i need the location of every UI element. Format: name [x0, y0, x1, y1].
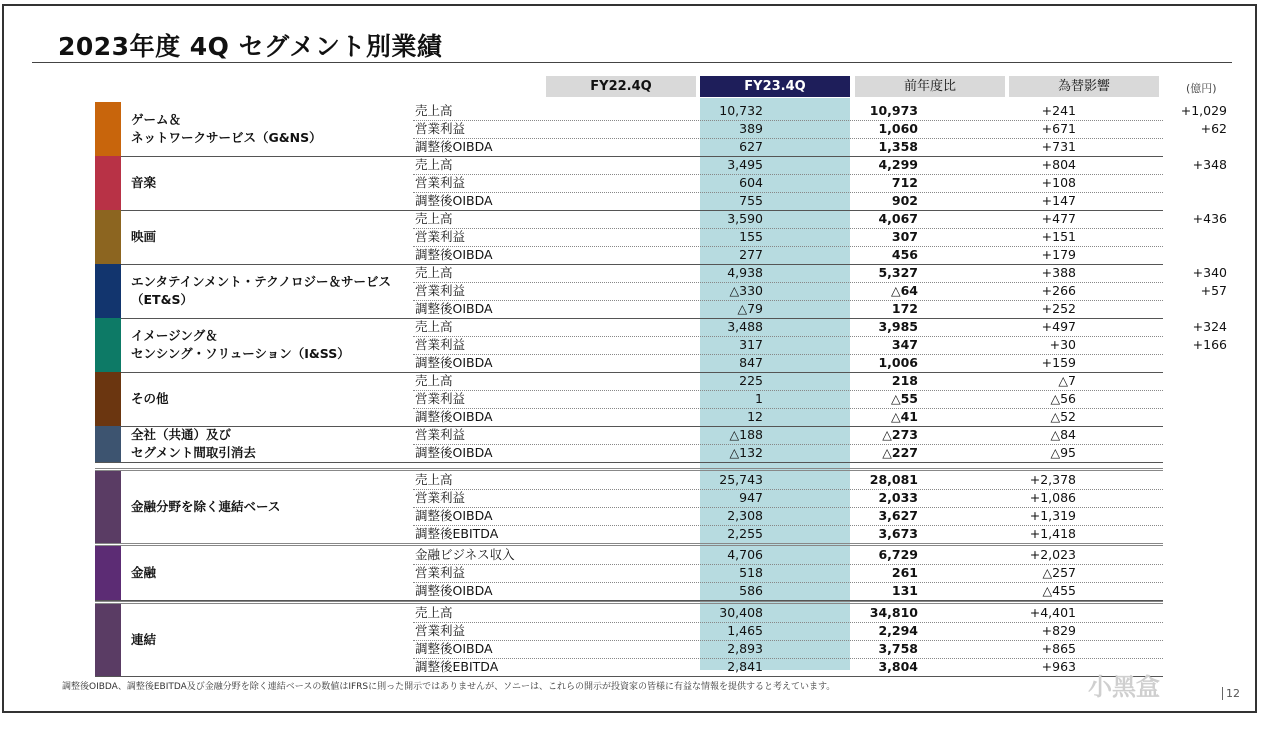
table-row	[413, 390, 1163, 409]
fy23-value: 3,804	[878, 659, 918, 674]
table-row	[413, 489, 1163, 508]
fy23-value: 131	[891, 583, 918, 598]
table-row	[413, 156, 1227, 175]
metric-label: 売上高	[415, 605, 453, 620]
segment-name	[131, 426, 256, 462]
yoy-value: +241	[1041, 103, 1076, 118]
fy23-value: 456	[891, 247, 918, 262]
metric-label: 営業利益	[415, 490, 466, 505]
table-row	[413, 138, 1163, 156]
segment-name-line: 全社（共通）及び	[131, 427, 232, 442]
segment-name-line: 映画	[131, 229, 157, 244]
fy23-value: 34,810	[869, 605, 918, 620]
metric-label: 売上高	[415, 319, 453, 334]
fx-impact-value: +436	[1192, 211, 1227, 226]
fy22-value: 627	[739, 139, 763, 154]
fy22-value: △330	[729, 283, 763, 298]
yoy-value: +252	[1041, 301, 1076, 316]
segment-name	[131, 631, 156, 649]
column-header-fy22: FY22.4Q	[546, 76, 696, 97]
yoy-value: +477	[1041, 211, 1076, 226]
yoy-value: +266	[1041, 283, 1076, 298]
yoy-value: △257	[1042, 565, 1076, 580]
metric-label: 調整後OIBDA	[415, 301, 493, 316]
fy22-value: 10,732	[719, 103, 763, 118]
fy22-value: 277	[739, 247, 763, 262]
fx-impact-value: +348	[1192, 157, 1227, 172]
segment-gns	[95, 102, 1227, 157]
metric-label: 売上高	[415, 472, 453, 487]
fy22-value: △79	[737, 301, 763, 316]
fy23-value: △64	[890, 283, 918, 298]
segment-name	[131, 390, 169, 408]
segment-name	[131, 273, 391, 309]
segment-name-line: その他	[131, 391, 169, 406]
yoy-value: +1,319	[1029, 508, 1076, 523]
metric-label: 調整後EBITDA	[415, 659, 499, 674]
segment-name-line: 連結	[131, 632, 157, 647]
metric-label: 営業利益	[415, 175, 466, 190]
fy22-value: 2,841	[727, 659, 763, 674]
fx-impact-value: +340	[1192, 265, 1227, 280]
table-row	[413, 622, 1163, 641]
metric-label: 金融ビジネス収入	[415, 547, 515, 562]
segment-color-swatch	[95, 210, 121, 264]
fy22-value: 586	[739, 583, 763, 598]
segment-iss	[95, 318, 1227, 373]
column-header-fy23: FY23.4Q	[700, 76, 850, 97]
table-row	[413, 102, 1227, 121]
fy22-value: 2,308	[727, 508, 763, 523]
fy23-value: 1,358	[878, 139, 918, 154]
table-row	[413, 354, 1163, 372]
yoy-value: +30	[1049, 337, 1076, 352]
fy23-value: 172	[891, 301, 918, 316]
metric-label: 売上高	[415, 373, 453, 388]
segment-corporate	[95, 426, 1163, 463]
fx-impact-value: +62	[1200, 121, 1227, 136]
fy22-value: 604	[739, 175, 763, 190]
yoy-value: △84	[1050, 427, 1076, 442]
yoy-value: +108	[1041, 175, 1076, 190]
metric-label: 営業利益	[415, 427, 466, 442]
segment-color-swatch	[95, 604, 121, 676]
fx-impact-value: +324	[1192, 319, 1227, 334]
fy22-value: 317	[739, 337, 763, 352]
fx-impact-value: +166	[1192, 337, 1227, 352]
title-divider	[32, 62, 1232, 63]
segment-color-swatch	[95, 546, 121, 600]
table-row	[413, 246, 1163, 264]
segment-name	[131, 111, 322, 147]
yoy-value: +865	[1041, 641, 1076, 656]
table-row	[413, 318, 1227, 337]
segment-music	[95, 156, 1227, 211]
unit-label: (億円)	[1186, 82, 1217, 95]
fy23-value: 2,033	[878, 490, 918, 505]
table-row	[413, 471, 1163, 490]
fy23-value: 902	[891, 193, 918, 208]
yoy-value: △52	[1050, 409, 1076, 424]
fy23-value: 5,327	[878, 265, 918, 280]
segment-name	[131, 564, 156, 582]
metric-label: 営業利益	[415, 565, 466, 580]
segment-name-line: 金融分野を除く連結ベース	[131, 499, 281, 514]
table-row	[413, 640, 1163, 659]
table-row	[413, 408, 1163, 426]
table-row	[413, 507, 1163, 526]
yoy-value: +179	[1041, 247, 1076, 262]
fy22-value: 847	[739, 355, 763, 370]
fy22-value: 518	[739, 565, 763, 580]
fy22-value: 4,938	[727, 265, 763, 280]
segment-color-swatch	[95, 156, 121, 210]
fy23-value: 4,067	[878, 211, 918, 226]
yoy-value: △7	[1058, 373, 1076, 388]
fy23-value: 2,294	[878, 623, 918, 638]
yoy-value: +963	[1041, 659, 1076, 674]
page-number: 12	[1222, 687, 1240, 700]
metric-label: 売上高	[415, 211, 453, 226]
fy23-value: 1,006	[878, 355, 918, 370]
segment-excl-financial	[95, 468, 1163, 544]
metric-label: 営業利益	[415, 337, 466, 352]
table-row	[413, 525, 1163, 543]
yoy-value: +1,418	[1029, 526, 1076, 541]
segment-color-swatch	[95, 426, 121, 462]
metric-label: 営業利益	[415, 283, 466, 298]
fy22-value: 25,743	[719, 472, 763, 487]
fy23-value: 10,973	[869, 103, 918, 118]
metric-label: 営業利益	[415, 623, 466, 638]
table-row	[413, 120, 1227, 139]
table-row	[413, 282, 1227, 301]
column-header-fx: 為替影響	[1009, 76, 1159, 97]
segment-color-swatch	[95, 318, 121, 372]
table-row	[413, 174, 1163, 193]
page-title: 2023年度 4Q セグメント別業績	[58, 32, 443, 61]
table-row	[413, 228, 1163, 247]
segment-financial	[95, 543, 1163, 601]
fy23-value: △227	[882, 445, 918, 460]
segment-name-line: ゲーム＆	[131, 112, 182, 127]
metric-label: 調整後OIBDA	[415, 445, 493, 460]
fy22-value: 3,488	[727, 319, 763, 334]
footnote: 調整後OIBDA、調整後EBITDA及び金融分野を除く連結ベースの数値はIFRSに則った開示ではありませんが、ソニーは、これらの開示が投資家の皆様に有益な情報を提供すると考えています。	[62, 682, 836, 692]
fy23-value: △55	[890, 391, 918, 406]
segment-color-swatch	[95, 264, 121, 318]
table-row	[413, 604, 1163, 623]
metric-label: 売上高	[415, 157, 453, 172]
fy23-value: 1,060	[878, 121, 918, 136]
fy23-value: 3,627	[878, 508, 918, 523]
fy22-value: 12	[747, 409, 763, 424]
yoy-value: +804	[1041, 157, 1076, 172]
metric-label: 営業利益	[415, 121, 466, 136]
fy23-value: 261	[891, 565, 918, 580]
segment-other	[95, 372, 1163, 427]
yoy-value: △455	[1042, 583, 1076, 598]
segment-name-line: イメージング＆	[131, 328, 218, 343]
yoy-value: +388	[1041, 265, 1076, 280]
table-row	[413, 264, 1227, 283]
fy22-value: 2,255	[727, 526, 763, 541]
fy23-value: △41	[890, 409, 918, 424]
table-row	[413, 372, 1163, 391]
fy22-value: 30,408	[719, 605, 763, 620]
table-row	[413, 336, 1227, 355]
fy22-value: 155	[739, 229, 763, 244]
segment-name-line: （ET&S）	[131, 292, 193, 307]
segment-name-line: センシング・ソリューション（I&SS）	[131, 346, 350, 361]
fy22-value: 1,465	[727, 623, 763, 638]
segment-name	[131, 174, 156, 192]
table-row	[413, 210, 1227, 229]
yoy-value: +497	[1041, 319, 1076, 334]
column-header-yoy: 前年度比	[855, 76, 1005, 97]
fy23-value: 3,758	[878, 641, 918, 656]
fy22-value: 2,893	[727, 641, 763, 656]
segment-pictures	[95, 210, 1227, 265]
fy22-value: 1	[755, 391, 763, 406]
fy22-value: 755	[739, 193, 763, 208]
fy23-value: 3,985	[878, 319, 918, 334]
fy23-value: 347	[891, 337, 918, 352]
metric-label: 調整後OIBDA	[415, 139, 493, 154]
segment-ets	[95, 264, 1227, 319]
segment-name	[131, 228, 156, 246]
fy22-value: 225	[739, 373, 763, 388]
yoy-value: +1,086	[1029, 490, 1076, 505]
segment-name-line: 音楽	[131, 175, 157, 190]
table-row	[413, 426, 1163, 445]
fy22-value: 3,590	[727, 211, 763, 226]
metric-label: 調整後OIBDA	[415, 583, 493, 598]
fy22-value: △132	[729, 445, 763, 460]
fy22-value: 3,495	[727, 157, 763, 172]
fx-impact-value: +57	[1200, 283, 1227, 298]
segment-consolidated	[95, 601, 1163, 677]
fy22-value: △188	[729, 427, 763, 442]
fy23-value: 28,081	[869, 472, 918, 487]
segment-name-line: エンタテインメント・テクノロジー＆サービス	[131, 274, 392, 289]
metric-label: 売上高	[415, 265, 453, 280]
segment-color-swatch	[95, 372, 121, 426]
metric-label: 調整後OIBDA	[415, 355, 493, 370]
metric-label: 営業利益	[415, 391, 466, 406]
table-row	[413, 300, 1163, 318]
segment-name-line: 金融	[131, 565, 157, 580]
fy22-value: 947	[739, 490, 763, 505]
table-row	[413, 444, 1163, 462]
segment-color-swatch	[95, 102, 121, 156]
yoy-value: +829	[1041, 623, 1076, 638]
yoy-value: +151	[1041, 229, 1076, 244]
metric-label: 営業利益	[415, 229, 466, 244]
yoy-value: +2,378	[1029, 472, 1076, 487]
yoy-value: +671	[1041, 121, 1076, 136]
table-row	[413, 564, 1163, 583]
metric-label: 調整後OIBDA	[415, 409, 493, 424]
fy23-value: 3,673	[878, 526, 918, 541]
watermark-logo: 小黑盒	[1088, 673, 1160, 701]
metric-label: 売上高	[415, 103, 453, 118]
yoy-value: +147	[1041, 193, 1076, 208]
fy23-value: 712	[891, 175, 918, 190]
table-row	[413, 658, 1163, 676]
metric-label: 調整後OIBDA	[415, 247, 493, 262]
fy23-value: △273	[882, 427, 918, 442]
fx-impact-value: +1,029	[1180, 103, 1227, 118]
fy23-value: 218	[891, 373, 918, 388]
metric-label: 調整後OIBDA	[415, 508, 493, 523]
table-row	[413, 582, 1163, 600]
fy22-value: 4,706	[727, 547, 763, 562]
table-row	[413, 192, 1163, 210]
segment-name	[131, 327, 350, 363]
fy23-value: 4,299	[878, 157, 918, 172]
yoy-value: +2,023	[1029, 547, 1076, 562]
segment-name	[131, 498, 280, 516]
yoy-value: △95	[1050, 445, 1076, 460]
segment-color-swatch	[95, 471, 121, 543]
fy22-value: 389	[739, 121, 763, 136]
yoy-value: +4,401	[1029, 605, 1076, 620]
segment-name-line: セグメント間取引消去	[131, 445, 256, 460]
metric-label: 調整後OIBDA	[415, 193, 493, 208]
segment-name-line: ネットワークサービス（G&NS）	[131, 130, 322, 145]
yoy-value: +731	[1041, 139, 1076, 154]
yoy-value: △56	[1050, 391, 1076, 406]
fy23-value: 307	[891, 229, 918, 244]
metric-label: 調整後EBITDA	[415, 526, 499, 541]
table-row	[413, 546, 1163, 565]
fy23-value: 6,729	[878, 547, 918, 562]
metric-label: 調整後OIBDA	[415, 641, 493, 656]
yoy-value: +159	[1041, 355, 1076, 370]
